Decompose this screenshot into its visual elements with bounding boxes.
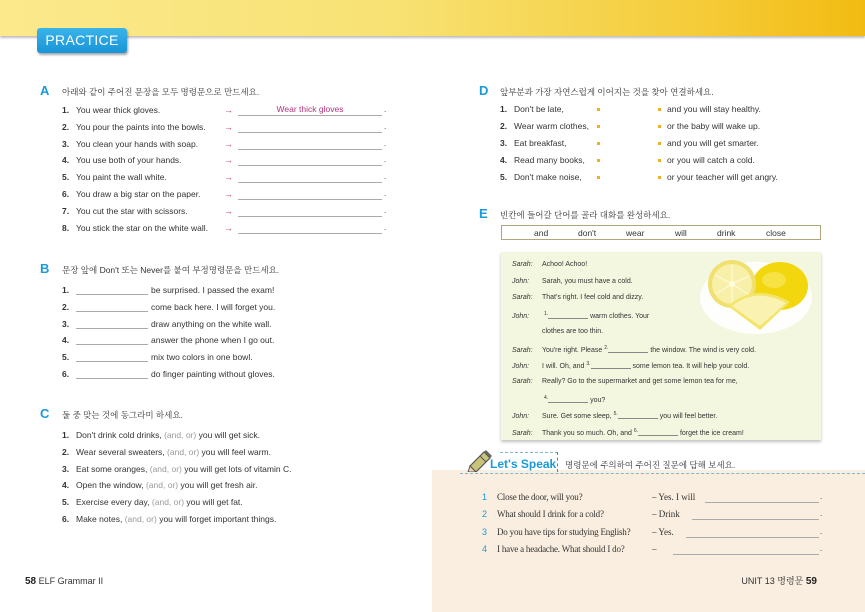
speaker-name: Sarah:: [512, 346, 533, 354]
period: .: [384, 205, 387, 215]
item-text: answer the phone when I go out.: [151, 335, 275, 346]
arrow-icon: →: [224, 222, 233, 233]
blank-number: 2.: [604, 344, 609, 351]
item-number: 2.: [62, 301, 70, 312]
blank-line[interactable]: [618, 411, 658, 419]
item-number: 3.: [62, 138, 70, 149]
arrow-icon: →: [224, 172, 233, 183]
exercise-a-item: [62, 122, 206, 132]
question-text: What should I drink for a cold?: [497, 509, 604, 520]
blank-line[interactable]: [638, 428, 678, 436]
item-number: 2.: [62, 121, 70, 132]
match-dot-left[interactable]: [597, 176, 600, 179]
dialog-text-pre: Really? Go to the supermarket and get some lemon tea for me,: [542, 377, 738, 385]
dialog-line: [512, 310, 649, 321]
match-left-item: [500, 138, 566, 148]
dialog-line: [512, 293, 643, 302]
dialog-text-pre: Thank you so much. Oh, and: [542, 430, 632, 437]
exercise-a-item: [62, 223, 208, 233]
item-text: You cut the star with scissors.: [76, 205, 188, 216]
choice-options[interactable]: (and, or): [124, 514, 157, 524]
exercise-a-item: [62, 155, 182, 165]
period: .: [384, 138, 387, 148]
period: .: [820, 526, 823, 536]
answer-line[interactable]: [238, 173, 382, 183]
dialog-line: [512, 260, 587, 269]
lets-speak-label: Let's Speak: [490, 457, 557, 471]
item-number: 6.: [62, 369, 70, 379]
period: .: [820, 543, 823, 553]
dialog-text-post: you?: [590, 396, 606, 404]
answer-line[interactable]: [238, 123, 382, 133]
match-dot-right[interactable]: [658, 125, 661, 128]
blank-line[interactable]: [76, 285, 148, 295]
answer-prefix: – Drink: [652, 509, 680, 520]
answer-line[interactable]: [238, 207, 382, 217]
answer-line[interactable]: [692, 510, 819, 520]
item-text: You clean your hands with soap.: [76, 138, 199, 149]
match-left-item: [500, 172, 582, 182]
arrow-icon: →: [224, 121, 233, 132]
exercise-c-item: [62, 430, 260, 440]
match-dot-right[interactable]: [658, 159, 661, 162]
answer-line[interactable]: [705, 493, 819, 503]
item-post: you will feel warm.: [201, 446, 271, 457]
item-pre: Eat some oranges,: [76, 463, 148, 474]
choice-options[interactable]: (and, or): [145, 480, 179, 491]
match-dot-left[interactable]: [597, 125, 600, 128]
item-number: 1.: [62, 105, 70, 115]
item-text: Read many books,: [514, 155, 585, 165]
lets-speak-title: 명령문에 주의하여 주어진 질문에 답해 보세요.: [565, 460, 736, 470]
question-text: I have a headache. What should I do?: [497, 543, 625, 554]
item-number: 1.: [62, 430, 70, 440]
item-number: 4.: [500, 155, 508, 165]
dialog-line: [512, 360, 749, 371]
exercise-c-item: [62, 447, 271, 457]
dialog-text-post: forget the ice cream!: [679, 430, 744, 437]
unit-title: UNIT 13 명령문: [741, 576, 804, 586]
speaker-name: Sarah:: [512, 261, 533, 268]
dialog-text-pre: clothes are too thin.: [542, 327, 604, 335]
word-bank-item: wear: [626, 228, 645, 238]
footer-left: [25, 576, 103, 587]
item-text: You draw a big star on the paper.: [76, 189, 201, 199]
arrow-icon: →: [224, 189, 233, 199]
pencil-icon: [466, 450, 492, 472]
item-number: 7.: [62, 205, 70, 216]
item-number: 5.: [62, 497, 70, 508]
item-text: do finger painting without gloves.: [151, 369, 275, 379]
dialog-text-post: warm clothes. Your: [590, 313, 650, 321]
item-text: mix two colors in one bowl.: [151, 352, 253, 363]
item-number: 3.: [62, 463, 70, 474]
question-text: Do you have tips for studying English?: [497, 526, 631, 537]
item-number: 4.: [62, 155, 70, 166]
dialog-line: [512, 427, 744, 438]
item-number: 5.: [62, 172, 70, 183]
answer-line[interactable]: [238, 190, 382, 200]
item-text: be surprised. I passed the exam!: [151, 285, 275, 295]
period: .: [384, 172, 387, 182]
practice-badge: PRACTICE: [37, 28, 127, 53]
blank-line[interactable]: [591, 361, 631, 369]
dialog-text-pre: Achoo! Achoo!: [542, 261, 588, 268]
period: .: [384, 222, 387, 232]
dialog-line: [512, 394, 605, 405]
exercise-a-item: [62, 105, 160, 115]
item-number: 6.: [62, 514, 70, 524]
exercise-a-item: [62, 172, 167, 182]
lemon-image: [696, 254, 814, 336]
match-dot-right[interactable]: [658, 108, 661, 111]
dialog-text-pre: I will. Oh, and: [542, 363, 585, 371]
arrow-icon: →: [224, 155, 233, 166]
choice-options[interactable]: (and, or): [164, 430, 197, 440]
speaker-name: John:: [512, 313, 530, 321]
speaker-name: John:: [512, 413, 530, 421]
item-number: 6.: [62, 189, 70, 199]
word-bank-item: drink: [717, 228, 736, 238]
section-b-title: 문장 앞에 Don't 또는 Never를 붙여 부정명령문을 만드세요.: [62, 265, 280, 275]
item-text: You pour the paints into the bowls.: [76, 121, 206, 132]
word-bank-item: will: [675, 228, 687, 238]
item-number: 3.: [62, 318, 70, 329]
item-number: 5.: [62, 352, 70, 363]
item-number: 8.: [62, 222, 70, 233]
dialog-text-pre: That's right. I feel cold and dizzy.: [542, 294, 644, 302]
match-dot-right[interactable]: [658, 142, 661, 145]
speaker-name: John:: [512, 277, 530, 285]
page-number-left: 58: [25, 576, 37, 587]
item-post: you will get fresh air.: [180, 480, 258, 491]
item-text: Don't make noise,: [514, 172, 582, 182]
dialog-line: [512, 344, 756, 355]
match-left-item: [500, 155, 585, 165]
item-pre: Make notes,: [76, 514, 123, 524]
item-text: draw anything on the white wall.: [151, 318, 272, 329]
period: .: [820, 509, 823, 519]
item-pre: Exercise every day,: [76, 497, 150, 508]
blank-number: 6.: [633, 428, 639, 434]
dialog-text-post: the window. The wind is very cold.: [650, 346, 757, 354]
match-right-item: and you will get smarter.: [667, 138, 759, 148]
item-number: 4: [482, 543, 488, 554]
match-dot-left[interactable]: [597, 159, 600, 162]
exercise-c-item: [62, 514, 276, 524]
arrow-icon: →: [224, 105, 233, 115]
word-bank: [501, 225, 821, 240]
item-number: 2.: [62, 446, 70, 457]
period: .: [384, 105, 387, 114]
item-number: 1.: [500, 104, 508, 114]
item-text: Don't be late,: [514, 104, 564, 114]
choice-options[interactable]: (and, or): [151, 497, 185, 508]
dialog-text-pre: Sure. Get some sleep,: [542, 413, 612, 421]
word-bank-item: and: [534, 228, 549, 238]
blank-line[interactable]: [76, 302, 148, 312]
answer-line[interactable]: [238, 156, 382, 166]
item-pre: Open the window,: [76, 480, 144, 491]
period: .: [384, 155, 387, 165]
item-number: 3: [482, 526, 488, 537]
item-text: come back here. I will forget you.: [151, 301, 276, 312]
blank-line[interactable]: [76, 335, 148, 345]
answer-prefix: –: [652, 543, 657, 554]
footer-right: [741, 576, 817, 587]
item-text: You wear thick gloves.: [76, 105, 161, 115]
period: .: [820, 492, 823, 501]
item-pre: Wear several sweaters,: [76, 446, 165, 457]
match-left-item: [500, 104, 564, 114]
choice-options[interactable]: (and, or): [167, 446, 200, 457]
blank-number: 1.: [543, 311, 549, 318]
dialog-line: [512, 277, 633, 286]
blank-line[interactable]: [608, 345, 648, 353]
dialog-line: [512, 410, 717, 421]
dialog-line: [512, 377, 738, 386]
item-post: you will get fat.: [186, 497, 243, 508]
section-b-letter: B: [40, 261, 50, 276]
dialog-text-pre: Sarah, you must have a cold.: [542, 277, 633, 285]
question-text: Close the door, will you?: [497, 492, 583, 502]
dialog-text-pre: You're right. Please: [542, 346, 603, 354]
section-d-title: 앞부분과 가장 자연스럽게 이어지는 것을 찾아 연결하세요.: [500, 87, 714, 97]
speaker-name: John:: [512, 363, 530, 371]
blank-line[interactable]: [76, 319, 148, 329]
match-right-item: or your teacher will get angry.: [667, 172, 778, 182]
match-left-item: [500, 121, 589, 131]
answer-prefix: – Yes.: [652, 526, 674, 537]
section-a-title: 아래와 같이 주어진 문장을 모두 명령문으로 만드세요.: [62, 87, 260, 97]
match-right-item: or the baby will wake up.: [667, 121, 761, 131]
item-number: 2.: [500, 121, 508, 131]
blank-line[interactable]: [76, 369, 148, 379]
section-e-title: 빈칸에 들어갈 단어를 골라 대화를 완성하세요.: [500, 210, 671, 220]
section-d-letter: D: [479, 83, 489, 98]
match-right-item: or you will catch a cold.: [667, 155, 755, 165]
item-number: 2: [482, 509, 488, 520]
exercise-c-item: [62, 480, 257, 490]
dialog-text-post: you will feel better.: [659, 413, 718, 421]
speaker-name: Sarah:: [512, 430, 533, 437]
answer-line[interactable]: [673, 545, 819, 555]
section-e-letter: E: [479, 206, 488, 221]
item-number: 3.: [500, 138, 508, 148]
word-bank-item: close: [766, 228, 786, 238]
exercise-a-item: [62, 189, 200, 199]
item-post: you will get sick.: [198, 430, 261, 440]
speaker-name: Sarah:: [512, 377, 533, 385]
period: .: [384, 121, 387, 131]
answer-line[interactable]: [238, 224, 382, 234]
item-number: 4.: [62, 335, 70, 346]
blank-number: 5.: [613, 411, 618, 418]
dialog-text-post: some lemon tea. It will help your cold.: [632, 363, 750, 371]
item-text: Wear warm clothes,: [514, 121, 589, 131]
exercise-a-item: [62, 206, 188, 216]
page-number-right: 59: [805, 576, 817, 587]
book-title: ELF Grammar II: [38, 576, 104, 586]
blank-number: 3.: [586, 361, 591, 368]
item-text: You use both of your hands.: [76, 155, 182, 166]
exercise-a-item: [62, 139, 198, 149]
section-a-letter: A: [40, 83, 50, 98]
blank-line[interactable]: [548, 311, 588, 319]
blank-line[interactable]: [548, 395, 588, 403]
answer-line[interactable]: [686, 528, 819, 538]
item-text: You paint the wall white.: [76, 172, 167, 183]
speaker-name: Sarah:: [512, 294, 533, 302]
item-post: you will get lots of vitamin C.: [184, 463, 292, 474]
word-bank-item: don't: [578, 228, 597, 238]
answer-text: Wear thick gloves: [276, 104, 344, 114]
section-c-title: 둘 중 맞는 것에 동그라미 하세요.: [62, 410, 183, 420]
blank-number: 4.: [543, 394, 549, 401]
exercise-c-item: [62, 464, 291, 474]
item-number: 4.: [62, 480, 70, 491]
exercise-c-item: [62, 497, 243, 507]
dialog-line: [512, 327, 603, 336]
item-text: You stick the star on the white wall.: [76, 222, 208, 233]
match-dot-right[interactable]: [658, 176, 661, 179]
item-pre: Don't drink cold drinks,: [76, 430, 162, 440]
match-dot-left[interactable]: [597, 108, 600, 111]
arrow-icon: →: [224, 205, 233, 216]
answer-line[interactable]: [238, 140, 382, 150]
period: .: [384, 189, 387, 198]
item-post: you will forget important things.: [159, 514, 277, 524]
choice-options[interactable]: (and, or): [149, 463, 182, 474]
item-number: 5.: [500, 172, 508, 182]
answer-prefix: – Yes. I will: [652, 492, 696, 502]
item-number: 1.: [62, 285, 70, 295]
match-right-item: and you will stay healthy.: [667, 104, 761, 114]
item-text: Eat breakfast,: [514, 138, 567, 148]
lets-speak-separator: [557, 452, 558, 472]
section-c-letter: C: [40, 406, 50, 421]
arrow-icon: →: [224, 138, 233, 149]
header-band: [0, 0, 865, 36]
lets-speak-divider: [460, 473, 865, 474]
match-dot-left[interactable]: [597, 142, 600, 145]
blank-line[interactable]: [76, 352, 148, 362]
lets-speak-top-border: [500, 452, 558, 453]
item-number: 1: [482, 492, 488, 502]
